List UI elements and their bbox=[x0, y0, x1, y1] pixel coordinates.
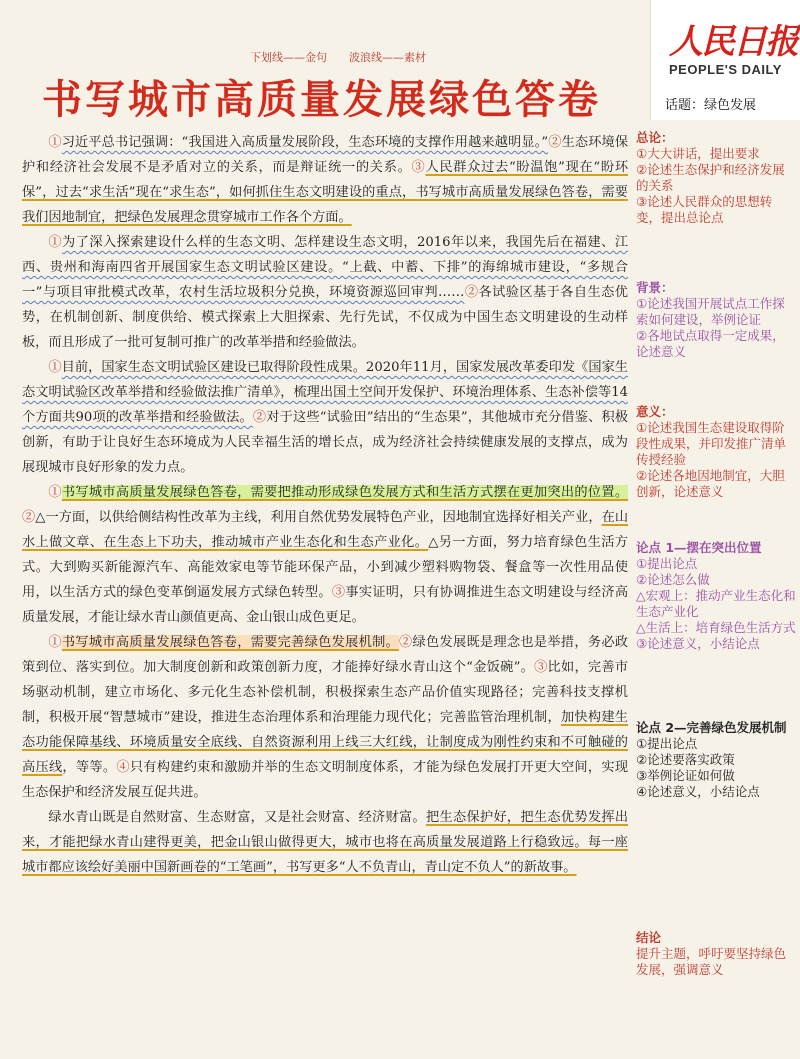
note-body: ①论述我国开展试点工作探索如何建设，举例论证 ②各地试点取得一定成果，论述意义 bbox=[636, 296, 785, 359]
sentence: 绿水青山既是自然财富、生态财富，又是社会财富、经济财富。 bbox=[48, 810, 427, 825]
note-lundian-2 bbox=[636, 720, 796, 800]
note-body: ①提出论点 ②论述怎么做 △宏观上：推动产业生态化和生态产业化 △生活上：培育绿色生活方式 ③论述意义，小结论点 bbox=[636, 556, 796, 651]
note-body: 提升主题，呼吁要坚持绿色发展，强调意义 bbox=[636, 946, 787, 977]
sentence: 对于这些“试验田”结出的“生态果”，其他城市充分借鉴、积极创新，有助于让良好生态环境成为人民幸福生活的增长点，成为经济社会持续健康发展的支撑点，成为展现城市良好形象的发力点。 bbox=[22, 410, 628, 475]
topic-label: 话题：绿色发展 bbox=[665, 98, 757, 113]
sentence: 只有构建约束和激励并举的生态文明制度体系，才能为绿色发展打开更大空间，实现生态保护和经济发展互促共进。 bbox=[22, 760, 628, 800]
sentence-number: ② bbox=[399, 635, 413, 650]
article-body bbox=[22, 130, 628, 1030]
sentence-number: ① bbox=[48, 360, 62, 375]
sentence: 人民群众过去“盼温饱”现在“盼环保”，过去“求生活”现在“求生态”，如何抓住生态文明建设的重点，书写城市高质量发展绿色答卷，需要我们因地制宜，把绿色发展理念贯穿城市工作各个方面。 bbox=[22, 160, 628, 225]
sentence: 加快构建生态功能保障基线、环境质量安全底线、自然资源利用上线三大红线，让制度成为刚性约束和不可触碰的高压线 bbox=[22, 710, 628, 775]
sentence-number: ④ bbox=[116, 760, 130, 775]
sentence: ，等等。 bbox=[62, 760, 117, 775]
sentence-number: ① bbox=[48, 635, 62, 650]
sentence-number: ① bbox=[48, 135, 62, 150]
note-heading: 总论： bbox=[636, 130, 674, 145]
sentence-number: ③ bbox=[331, 585, 346, 600]
sentence: △另一方面，努力培育绿色生活方式。大到购买新能源汽车、高能效家电等节能环保产品，小到减少塑料购物袋、餐盒等一次性用品使用，以生活方式的绿色变革倒逼发展方式绿色转型。 bbox=[22, 535, 628, 600]
sentence: 书写城市高质量发展绿色答卷，需要把推动形成绿色发展方式和生活方式摆在更加突出的位置。 bbox=[61, 485, 628, 500]
note-lundian-1 bbox=[636, 540, 796, 652]
sentence-number: ③ bbox=[411, 160, 426, 175]
note-body: ①大大讲话，提出要求 ②论述生态保护和经济发展的关系 ③论述人民群众的思想转变，提出总论点 bbox=[636, 146, 785, 225]
paragraph-3 bbox=[22, 355, 628, 480]
sentence-number: ① bbox=[48, 485, 62, 500]
sentence: 比如，完善市场驱动机制，建立市场化、多元化生态补偿机制，积极探索生态产品价值实现路径；完善科技支撑机制，积极开展“智慧城市”建设，推进生态治理体系和治理能力现代化；完善监管治理机制， bbox=[22, 660, 628, 725]
paragraph-2 bbox=[22, 230, 628, 355]
sentence-number: ② bbox=[548, 135, 562, 150]
sentence: 各试验区基于各自生态优势，在机制创新、制度供给、模式探索上大胆探索、先行先试，不仅成为中国生态文明建设的生动样板，而且形成了一批可复制可推广的改革举措和经验做法。 bbox=[22, 285, 628, 350]
note-beijing bbox=[636, 280, 796, 360]
note-body: ①提出论点 ②论述要落实政策 ③举例论证如何做 ④论述意义，小结论点 bbox=[636, 736, 760, 799]
sentence: 绿色发展既是理念也是举措，务必政策到位、落实到位。加大制度创新和政策创新力度，才能捧好绿水青山这个“金饭碗”。 bbox=[22, 635, 628, 675]
note-heading: 结论 bbox=[636, 930, 662, 945]
sentence-number: ② bbox=[22, 510, 36, 525]
note-jielun bbox=[636, 930, 796, 978]
paragraph-4 bbox=[22, 480, 628, 630]
note-heading: 论点 1—摆在突出位置 bbox=[636, 540, 762, 555]
sentence: 目前，国家生态文明试验区建设已取得阶段性成果。2020年11月，国家发展改革委印发《国家生态文明试验区改革举措和经验做法推广清单》，梳理出国土空间开发保护、环境治理体系、生态补偿等14个方面共90项的改革举措和经验做法。 bbox=[22, 360, 628, 425]
legend-underline: 下划线——金句 bbox=[250, 51, 327, 64]
sentence: 为了深入探索建设什么样的生态文明、怎样建设生态文明，2016年以来，我国先后在福建、江西、贵州和海南四省开展国家生态文明试验区建设。“上截、中蓄、下排”的海绵城市建设，“多规合一”与项目审批模式改革，农村生活垃圾积分兑换，环境资源巡回审判…… bbox=[22, 235, 628, 300]
sentence: 书写城市高质量发展绿色答卷，需要完善绿色发展机制。 bbox=[61, 635, 400, 650]
note-heading: 意义： bbox=[636, 404, 674, 419]
sentence: 在山水上做文章、在生态上下功夫，推动城市产业生态化和生态产业化。 bbox=[22, 510, 628, 550]
sentence: 习近平总书记强调：“我国进入高质量发展阶段，生态环境的支撑作用越来越明显。” bbox=[61, 135, 549, 150]
note-yiyi bbox=[636, 404, 796, 500]
paragraph-5 bbox=[22, 630, 628, 805]
sentence-number: ① bbox=[48, 235, 63, 250]
legend-wavy: 波浪线——素材 bbox=[349, 51, 426, 64]
paragraph-1 bbox=[22, 130, 628, 230]
peoples-daily-logo-en: PEOPLE'S DAILY bbox=[669, 62, 782, 77]
paragraph-6 bbox=[22, 805, 628, 880]
peoples-daily-logo: 人民日报 bbox=[669, 22, 797, 62]
sentence-number: ② bbox=[464, 285, 479, 300]
sentence-number: ② bbox=[252, 410, 267, 425]
sentence-number: ③ bbox=[534, 660, 548, 675]
note-body: ①论述我国生态建设取得阶段性成果，并印发推广清单传授经验 ②论述各地因地制宜，大胆创新，论述意义 bbox=[636, 420, 787, 499]
sentence: 把生态保护好，把生态优势发挥出来，才能把绿水青山建得更美，把金山银山做得更大，城市也将在高质量发展道路上行稳致远。每一座城市都应该绘好美丽中国新画卷的“工笔画”，书写更多“人不负青山，青山定不负人”的新故事。 bbox=[22, 810, 628, 875]
note-heading: 背景： bbox=[636, 280, 674, 295]
annotation-legend bbox=[250, 49, 426, 65]
note-heading: 论点 2—完善绿色发展机制 bbox=[636, 720, 787, 735]
sentence: △一方面，以供给侧结构性改革为主线，利用自然优势发展特色产业，因地制宜选择好相关产业， bbox=[35, 510, 602, 525]
sentence: 生态环境保护和经济社会发展不是矛盾对立的关系，而是辩证统一的关系。 bbox=[22, 135, 628, 175]
sentence: 事实证明，只有协调推进生态文明建设与经济高质量发展，才能让绿水青山颜值更高、金山银山成色更足。 bbox=[22, 585, 628, 625]
article-title: 书写城市高质量发展绿色答卷 bbox=[42, 76, 601, 123]
masthead bbox=[650, 0, 800, 120]
margin-notes bbox=[636, 124, 796, 1044]
note-zonglun bbox=[636, 130, 796, 226]
